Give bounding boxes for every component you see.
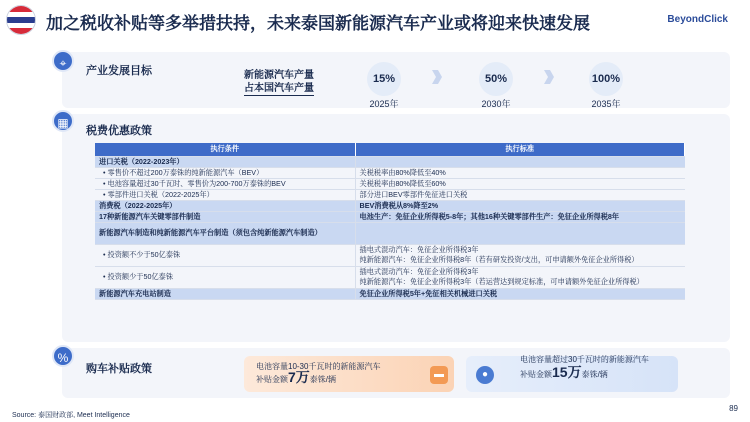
amount-prefix: 补贴金额: [256, 375, 288, 384]
table-cell: • 零售价不超过200万泰铢的纯新能源汽车（BEV）: [95, 167, 355, 178]
table-row: [95, 266, 685, 288]
source-note: Source: 泰国财政部, Meet Intelligence: [12, 412, 130, 419]
tax-label: 税费优惠政策: [86, 125, 152, 137]
table-row: [95, 288, 685, 299]
table-row: [95, 211, 685, 222]
subsidy-amount: [256, 369, 380, 385]
amount-value: 7万: [288, 369, 310, 385]
slide-title: 加之税收补贴等多举措扶持，未来泰国新能源汽车产业或将迎来快速发展: [46, 14, 590, 33]
building-icon: ▦: [52, 110, 74, 132]
goal-value: 15%: [367, 62, 401, 96]
table-cell: • 投资额不少于50亿泰铢: [95, 244, 355, 266]
battery-icon: ▬: [430, 366, 448, 384]
goals-metric: [244, 69, 314, 96]
table-cell: • 零部件进口关税（2022-2025年）: [95, 189, 355, 200]
goals-metric-line2: 占本国汽车产量: [244, 83, 314, 94]
table-cell: 进口关税（2022-2023年）: [95, 156, 355, 167]
table-row: [95, 222, 685, 244]
subsidy-condition: 电池容量10-30千瓦时的新能源汽车: [256, 362, 381, 371]
column-header: 执行条件: [95, 143, 355, 156]
goal-value: 50%: [479, 62, 513, 96]
column-header: 执行标准: [355, 143, 685, 156]
location-pin-icon: ●: [476, 366, 494, 384]
goals-metric-line1: 新能源汽车产量: [244, 70, 314, 81]
subsidy-condition: 电池容量超过30千瓦时的新能源汽车: [520, 355, 649, 364]
goal-year: 2030年: [481, 99, 511, 109]
table-cell: 关税税率由80%降低至60%: [355, 178, 685, 189]
tax-policy-table: [95, 143, 685, 300]
subsidy-card1-text: [256, 361, 380, 385]
table-cell: 关税税率由80%降低至40%: [355, 167, 685, 178]
table-row: [95, 244, 685, 266]
subsidy-amount: [520, 364, 670, 380]
table-row: [95, 156, 685, 167]
standard-line: 纯新能源汽车：免征企业所得税3年（若运营达到规定标准，可申请额外免征企业所得税）: [359, 277, 644, 286]
amount-value: 15万: [552, 364, 582, 380]
table-cell: [355, 244, 685, 266]
thailand-flag-icon: [6, 5, 36, 35]
goals-label: 产业发展目标: [86, 65, 152, 77]
goal-year: 2035年: [591, 99, 621, 109]
goal-value: 100%: [589, 62, 623, 96]
table-row: [95, 178, 685, 189]
table-cell: [355, 156, 685, 167]
table-cell: 免征企业所得税5年+免征相关机械进口关税: [355, 288, 685, 299]
table-cell: [355, 222, 685, 244]
table-cell: • 投资额少于50亿泰铢: [95, 266, 355, 288]
subsidy-label: 购车补贴政策: [86, 363, 152, 375]
goal-2025: [354, 62, 414, 110]
table-row: [95, 200, 685, 211]
table-cell: 电池生产：免征企业所得税5-8年；其他16种关键零部件生产：免征企业所得税8年: [355, 211, 685, 222]
amount-prefix: 补贴金额: [520, 370, 552, 379]
table-header-row: [95, 143, 685, 156]
subsidy-card2-text: [520, 354, 670, 380]
percent-tag-icon: %: [52, 345, 74, 367]
table-row: [95, 189, 685, 200]
table-cell: [355, 266, 685, 288]
table-cell: 17种新能源汽车关键零部件制造: [95, 211, 355, 222]
target-icon: ⌖: [52, 50, 74, 72]
table-cell: 新能源汽车制造和纯新能源汽车平台制造（须包含纯新能源汽车制造）: [95, 222, 355, 244]
table-cell: • 电池容量超过30千瓦时、零售价为200-700万泰铢的BEV: [95, 178, 355, 189]
standard-line: 纯新能源汽车：免征企业所得税8年（若有研发投资/支出，可申请额外免征企业所得税）: [359, 255, 639, 264]
amount-suffix: 泰铢/辆: [309, 375, 337, 384]
standard-line: 插电式混动汽车：免征企业所得税3年: [359, 245, 479, 254]
goal-2035: [576, 62, 636, 110]
table-cell: 部分进口BEV零部件免征进口关税: [355, 189, 685, 200]
amount-suffix: 泰铢/辆: [581, 370, 608, 379]
table-cell: 新能源汽车充电站制造: [95, 288, 355, 299]
beyondclick-logo: BeyondClick: [667, 14, 728, 25]
table-cell: 消费税（2022-2025年）: [95, 200, 355, 211]
page-number: 89: [729, 404, 738, 413]
goal-year: 2025年: [369, 99, 399, 109]
goal-2030: [466, 62, 526, 110]
table-cell: BEV消费税从8%降至2%: [355, 200, 685, 211]
table-row: [95, 167, 685, 178]
standard-line: 插电式混动汽车：免征企业所得税3年: [359, 267, 479, 276]
